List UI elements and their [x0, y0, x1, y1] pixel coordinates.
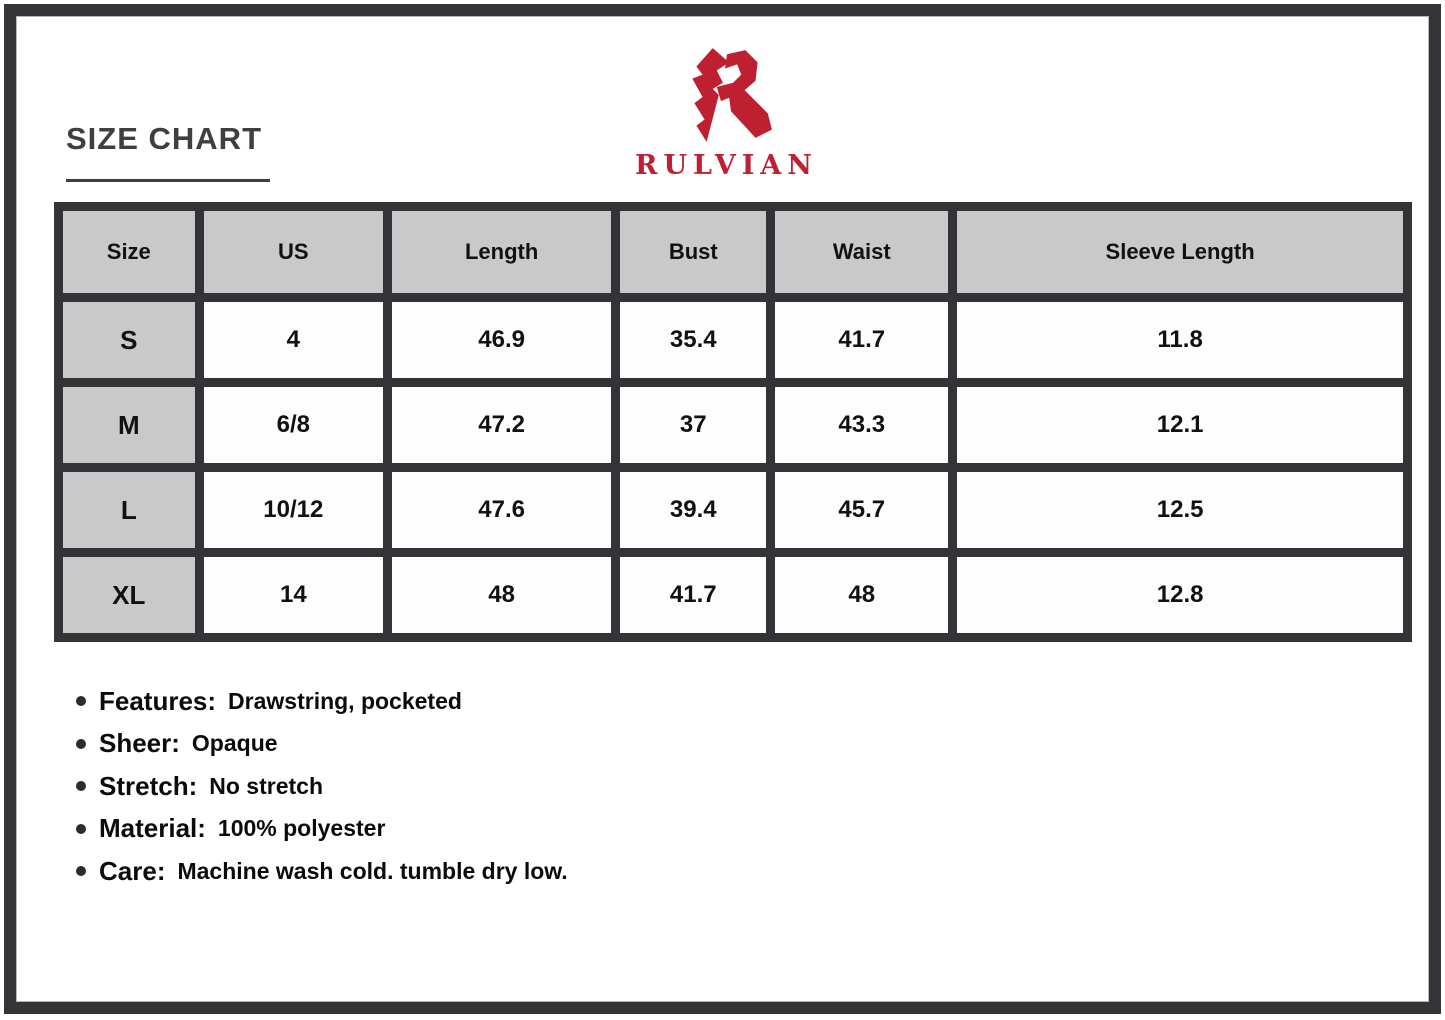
detail-label: Stretch: — [99, 770, 198, 801]
bullet-icon — [76, 696, 86, 706]
column-header-bust: Bust — [620, 211, 766, 293]
table-row — [63, 557, 1403, 633]
cell-us: 14 — [204, 557, 383, 633]
detail-value: Machine wash cold. tumble dry low. — [177, 857, 568, 884]
list-item — [76, 850, 568, 893]
cell-length: 47.2 — [392, 387, 611, 463]
bullet-icon — [76, 781, 86, 791]
cell-sleeve-length: 12.8 — [957, 557, 1403, 633]
product-details-list — [76, 680, 568, 893]
detail-value: Drawstring, pocketed — [228, 687, 462, 714]
brand-name: RULVIAN — [635, 150, 818, 181]
cell-bust: 41.7 — [620, 557, 766, 633]
list-item — [76, 723, 568, 766]
cell-sleeve-length: 11.8 — [957, 302, 1403, 378]
cell-bust: 37 — [620, 387, 766, 463]
cell-size: S — [63, 302, 195, 378]
column-header-length: Length — [392, 211, 611, 293]
cell-waist: 45.7 — [775, 472, 948, 548]
cell-size: M — [63, 387, 195, 463]
cell-bust: 39.4 — [620, 472, 766, 548]
bullet-icon — [76, 739, 86, 749]
cell-size: XL — [63, 557, 195, 633]
brand-logo-icon — [672, 44, 782, 146]
detail-value: 100% polyester — [217, 815, 386, 842]
cell-waist: 41.7 — [775, 302, 948, 378]
detail-label: Material: — [99, 813, 206, 844]
bullet-icon — [76, 824, 86, 834]
detail-label: Sheer: — [99, 728, 180, 759]
cell-us: 4 — [204, 302, 383, 378]
cell-waist: 48 — [775, 557, 948, 633]
table-row — [63, 302, 1403, 378]
cell-length: 47.6 — [392, 472, 611, 548]
detail-label: Care: — [99, 855, 166, 886]
bullet-icon — [76, 866, 86, 876]
table-row — [63, 472, 1403, 548]
list-item — [76, 808, 568, 851]
size-chart-table — [54, 202, 1412, 642]
list-item — [76, 765, 568, 808]
column-header-waist: Waist — [775, 211, 948, 293]
cell-length: 48 — [392, 557, 611, 633]
page-title: SIZE CHART — [66, 121, 262, 156]
brand-block — [16, 44, 1437, 181]
cell-sleeve-length: 12.1 — [957, 387, 1403, 463]
cell-size: L — [63, 472, 195, 548]
cell-us: 6/8 — [204, 387, 383, 463]
cell-waist: 43.3 — [775, 387, 948, 463]
cell-sleeve-length: 12.5 — [957, 472, 1403, 548]
column-header-us: US — [204, 211, 383, 293]
cell-bust: 35.4 — [620, 302, 766, 378]
detail-value: No stretch — [209, 772, 323, 799]
column-header-sleeve-length: Sleeve Length — [957, 211, 1403, 293]
column-header-size: Size — [63, 211, 195, 293]
page-frame — [4, 4, 1441, 1014]
detail-value: Opaque — [191, 730, 278, 757]
detail-label: Features: — [99, 685, 217, 716]
list-item — [76, 680, 568, 723]
cell-length: 46.9 — [392, 302, 611, 378]
table-row — [63, 387, 1403, 463]
cell-us: 10/12 — [204, 472, 383, 548]
table-header-row — [63, 211, 1403, 293]
